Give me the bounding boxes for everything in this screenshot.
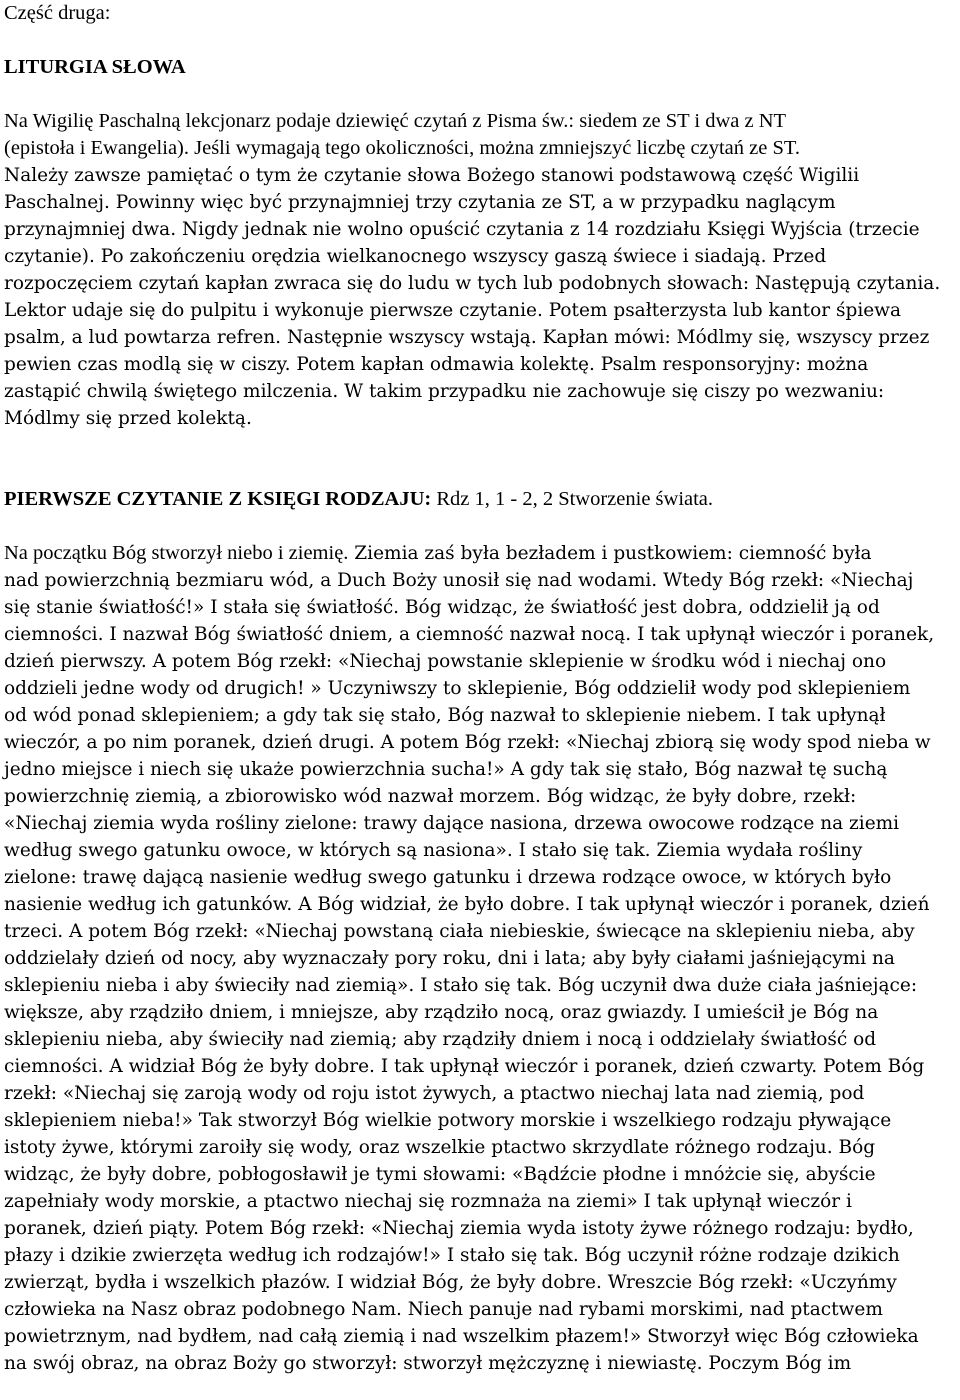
text-line: Paschalnej. Powinny więc być przynajmniej trzy czytania ze ST, a w przypadku naglącym <box>4 192 836 213</box>
document-page <box>4 0 956 1377</box>
text-line: zielone: trawę dającą nasienie według swego gatunku i drzewa rodzące owoce, w których było <box>4 867 892 888</box>
text-line: płazy i dzikie zwierzęta według ich rodzajów!» I stało się tak. Bóg uczynił różne rodzaje dzikich <box>4 1245 900 1266</box>
text-line: się stanie światłość!» I stała się światłość. Bóg widząc, że światłość jest dobra, oddzielił ją od <box>4 597 880 618</box>
text-line: Należy zawsze pamiętać o tym że czytanie słowa Bożego stanowi podstawową część Wigilii <box>4 165 860 186</box>
text-line: nad powierzchnią bezmiaru wód, a Duch Boży unosił się nad wodami. Wtedy Bóg rzekł: «Niechaj <box>4 570 914 591</box>
text-line: rzekł: «Niechaj się zaroją wody od roju istot żywych, a ptactwo niechaj lata nad ziemią, pod <box>4 1083 865 1104</box>
text-line: na swój obraz, na obraz Boży go stworzył: stworzył mężczyznę i niewiastę. Poczym Bóg im <box>4 1353 852 1374</box>
text-line: przynajmniej dwa. Nigdy jednak nie wolno opuścić czytania z 14 rozdziału Księgi Wyjścia (trzecie <box>4 219 920 240</box>
text-line: Na początku Bóg stworzył niebo i ziemię. Ziemia zaś była bezładem i pustkowiem: ciemność była <box>4 542 872 564</box>
text-line: sklepieniu nieba, aby świeciły nad ziemią; aby rządziły dniem i nocą i oddzielały światłość od <box>4 1029 877 1050</box>
text-line: rozpoczęciem czytań kapłan zwraca się do ludu w tych lub podobnych słowach: Następują czytania. <box>4 273 941 294</box>
text-line: istoty żywe, którymi zaroiły się wody, oraz wszelkie ptactwo skrzydlate różnego rodzaju. Bóg <box>4 1137 876 1158</box>
text-line: czytanie). Po zakończeniu orędzia wielkanocnego wszyscy gaszą świece i siadają. Przed <box>4 246 827 267</box>
text-line: ciemności. A widział Bóg że były dobre. I tak upłynął wieczór i poranek, dzień czwarty. Potem Bóg <box>4 1056 925 1077</box>
text-line: pewien czas modlą się w ciszy. Potem kapłan odmawia kolektę. Psalm responsoryjny: można <box>4 354 869 375</box>
reading-text <box>4 540 956 1377</box>
text-line: wieczór, a po nim poranek, dzień drugi. A potem Bóg rzekł: «Niechaj zbiorą się wody spod nieba w <box>4 732 931 753</box>
text-line: trzeci. A potem Bóg rzekł: «Niechaj powstaną ciała niebieskie, świecące na sklepieniu nieba, aby <box>4 921 915 942</box>
text-line: zastąpić chwilą świętego milczenia. W takim przypadku nie zachowuje się ciszy po wezwaniu: <box>4 381 885 402</box>
text-line: psalm, a lud powtarza refren. Następnie wszyscy wstają. Kapłan mówi: Módlmy się, wszyscy przez <box>4 327 930 348</box>
text-line: człowieka na Nasz obraz podobnego Nam. Niech panuje nad rybami morskimi, nad ptactwem <box>4 1299 883 1320</box>
text-line: (epistoła i Ewangelia). Jeśli wymagają tego okoliczności, można zmniejszyć liczbę czytań ze ST. <box>4 137 800 159</box>
text-line: nasienie według ich gatunków. A Bóg widział, że było dobre. I tak upłynął wieczór i poranek, dzień <box>4 894 930 915</box>
text-line: sklepieniu nieba i aby świeciły nad ziemią». I stało się tak. Bóg uczynił dwa duże ciała jaśniejące: <box>4 975 918 996</box>
text-line: ciemności. I nazwał Bóg światłość dniem, a ciemność nazwał nocą. I tak upłynął wieczór i poranek, <box>4 624 935 645</box>
reading-heading: PIERWSZE CZYTANIE Z KSIĘGI RODZAJU: Rdz 1, 1 - 2, 2 Stworzenie świata. <box>4 488 714 510</box>
text-line: według swego gatunku owoce, w których są nasiona». I stało się tak. Ziemia wydała rośliny <box>4 840 863 861</box>
part-heading: Część druga: <box>4 2 111 24</box>
text-line: większe, aby rządziło dniem, i mniejsze, aby rządziło nocą, oraz gwiazdy. I umieścił je Bóg na <box>4 1002 879 1023</box>
text-line: oddzieli jedne wody od drugich! » Uczyniwszy to sklepienie, Bóg oddzielił wody pod sklepieniem <box>4 678 911 699</box>
text-line: oddzielały dzień od nocy, aby wyznaczały pory roku, dni i lata; aby były ciałami jaśniejącymi na <box>4 948 895 969</box>
text-line: poranek, dzień piąty. Potem Bóg rzekł: «Niechaj ziemia wyda istoty żywe różnego rodzaju: bydło, <box>4 1218 914 1239</box>
text-line: zapełniały wody morskie, a ptactwo niechaj się rozmnaża na ziemi» I tak upłynął wieczór i <box>4 1191 852 1212</box>
text-line: od wód ponad sklepieniem; a gdy tak się stało, Bóg nazwał to sklepienie niebem. I tak upłynął <box>4 705 886 726</box>
text-line: Na Wigilię Paschalną lekcjonarz podaje dziewięć czytań z Pisma św.: siedem ze ST i dwa z NT <box>4 110 787 132</box>
text-line: widząc, że były dobre, pobłogosławił je tymi słowami: «Bądźcie płodne i mnóżcie się, abyście <box>4 1164 876 1185</box>
intro-paragraph <box>4 108 956 432</box>
text-line: sklepieniem nieba!» Tak stworzył Bóg wielkie potwory morskie i wszelkiego rodzaju pływające <box>4 1110 892 1131</box>
text-line: «Niechaj ziemia wyda rośliny zielone: trawy dające nasiona, drzewa owocowe rodzące na ziemi <box>4 813 900 834</box>
text-line: Módlmy się przed kolektą. <box>4 408 252 429</box>
text-line: zwierząt, bydła i wszelkich płazów. I widział Bóg, że były dobre. Wreszcie Bóg rzekł: «Uczyńmy <box>4 1272 897 1293</box>
text-line: jedno miejsce i niech się ukaże powierzchnia sucha!» A gdy tak się stało, Bóg nazwał tę suchą <box>4 759 888 780</box>
text-line: powietrznym, nad bydłem, nad całą ziemią i nad wszelkim płazem!» Stworzył więc Bóg człowieka <box>4 1326 919 1347</box>
text-line: Lektor udaje się do pulpitu i wykonuje pierwsze czytanie. Potem psałterzysta lub kantor śpiewa <box>4 300 902 321</box>
section-title: LITURGIA SŁOWA <box>4 56 186 78</box>
text-line: dzień pierwszy. A potem Bóg rzekł: «Niechaj powstanie sklepienie w środku wód i niechaj ono <box>4 651 887 672</box>
text-line: powierzchnię ziemią, a zbiorowisko wód nazwał morzem. Bóg widząc, że były dobre, rzekł: <box>4 786 857 807</box>
